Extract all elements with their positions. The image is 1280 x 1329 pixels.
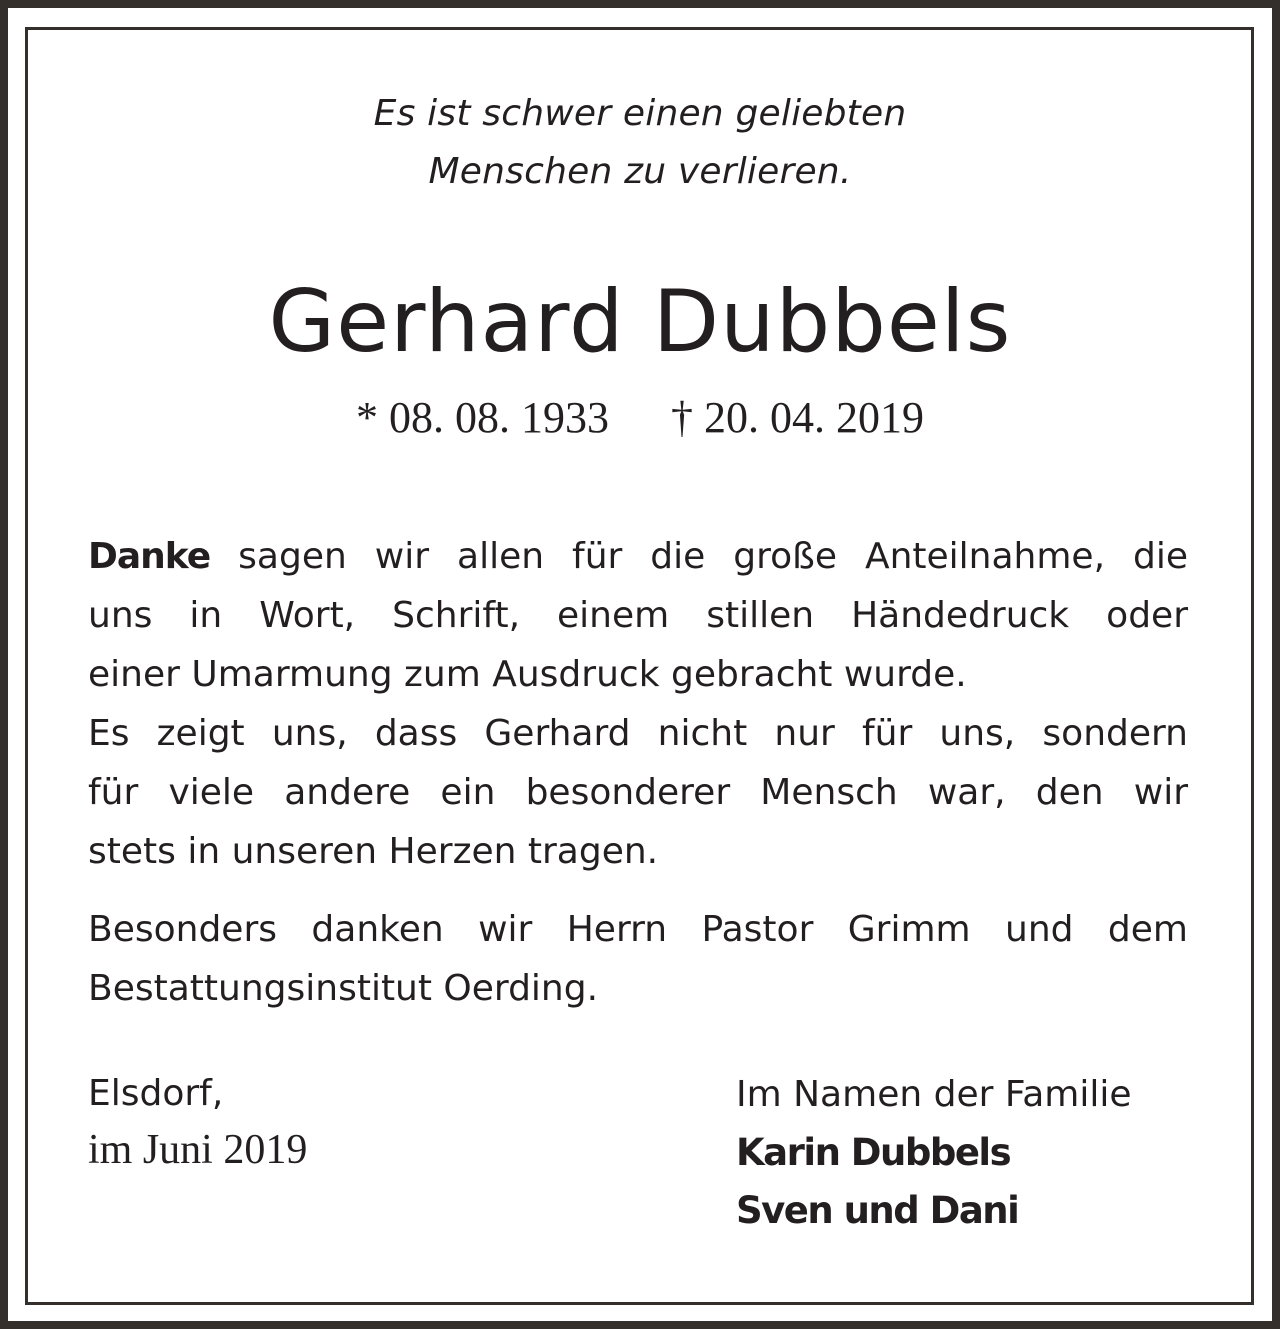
special-thanks [88, 900, 1188, 1018]
special-thanks-line-1: Besonders danken wir Herrn Pastor Grimm und dem [88, 909, 1188, 950]
place-and-date [88, 1066, 307, 1178]
signature-name-2: Sven und Dani [736, 1189, 1019, 1232]
death-date: † 20. 04. 2019 [671, 393, 924, 442]
motto-line-1: Es ist schwer einen geliebten [373, 93, 907, 134]
motto [0, 85, 1280, 201]
motto-line-2: Menschen zu verlieren. [428, 151, 852, 192]
family-intro: Im Namen der Familie [736, 1074, 1132, 1115]
signature-name-1: Karin Dubbels [736, 1131, 1011, 1174]
message-line-3: einer Umarmung zum Ausdruck gebracht wurde. [88, 654, 967, 695]
lead-word: Danke [88, 536, 211, 577]
message-line-5: für viele andere ein besonderer Mensch war, den wir [88, 772, 1188, 813]
deceased-name: Gerhard Dubbels [268, 272, 1012, 372]
message-line-1-rest: sagen wir allen für die große Anteilnahme, die [210, 536, 1188, 577]
birth-date: * 08. 08. 1933 [356, 393, 609, 442]
message-line-2: uns in Wort, Schrift, einem stillen Händedruck oder [88, 595, 1188, 636]
message-line-1 [88, 527, 1188, 586]
message-line-6: stets in unseren Herzen tragen. [88, 831, 659, 872]
place: Elsdorf, [88, 1073, 224, 1114]
family-signature [736, 1066, 1191, 1240]
message-line-4: Es zeigt uns, dass Gerhard nicht nur für uns, sondern [88, 713, 1188, 754]
closing-date: im Juni 2019 [88, 1127, 308, 1173]
special-thanks-line-2: Bestattungsinstitut Oerding. [88, 968, 599, 1009]
life-dates [0, 390, 1280, 446]
thank-you-message [88, 527, 1188, 881]
